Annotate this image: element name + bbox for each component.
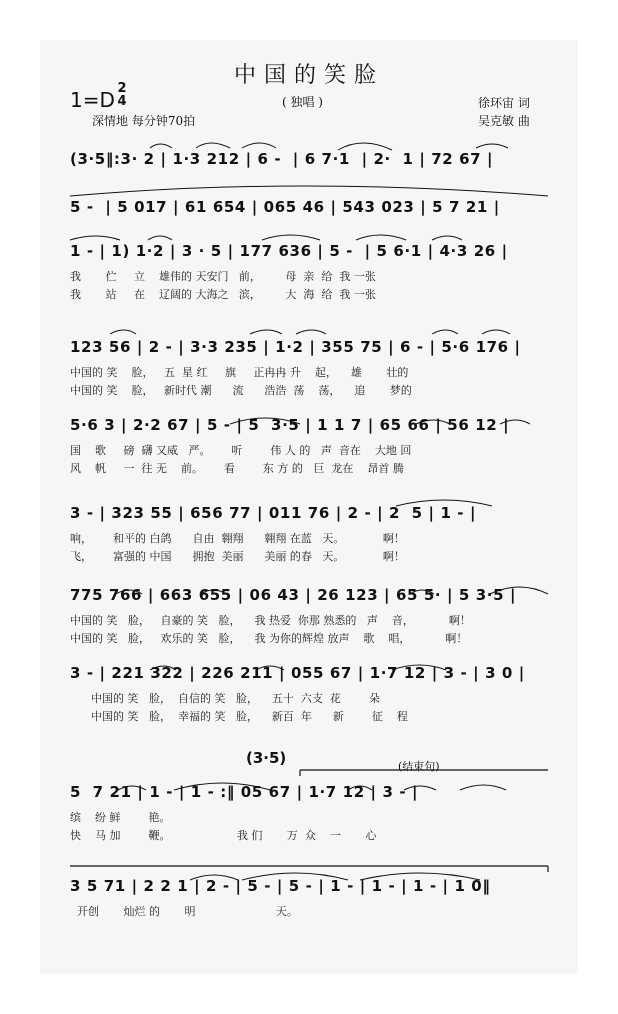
- lyric-text: 中国的 笑 脸， 五 星 红 旗 正冉冉 升 起， 雄 壮的: [70, 366, 409, 379]
- notation-row-1: [70, 150, 550, 172]
- lyric-row-6-2: [70, 548, 550, 564]
- time-signature-bottom: 4: [117, 94, 127, 109]
- lyric-text: 缤 纷 鲜 艳。: [70, 811, 171, 824]
- lyric-row-9-1: [70, 809, 550, 825]
- notation-text: 3 - | 221 322 | 226 211 | 055 67 | 1·7 12 | 3 - | 3 0 |: [70, 664, 525, 682]
- lyric-text: 快 马 加 鞭。 我 们 万 众 一 心: [70, 829, 377, 842]
- notation-row-4: [70, 338, 550, 360]
- notation-row-6: [70, 504, 550, 526]
- lyric-text: 风 帆 一 往 无 前。 看 东 方 的 巨 龙在 昂首 腾: [70, 462, 404, 475]
- lyric-text: 中国的 笑 脸， 欢乐的 笑 脸， 我 为你的辉煌 放声 歌 唱， 啊！: [70, 632, 468, 645]
- performance-type: ( 独唱 ): [282, 95, 323, 109]
- notation-text: 775 766 | 663 655 | 06 43 | 26 123 | 65 5· | 5 3·5 |: [70, 586, 517, 604]
- lyric-text: 我 站 在 辽阔的 大海之 滨， 大 海 给 我 一张: [70, 288, 376, 301]
- lyricist-credit: 徐环宙 词: [478, 96, 530, 110]
- lyric-row-3-2: [70, 286, 550, 302]
- lyric-text: 我 伫 立 雄伟的 天安门 前， 母 亲 给 我 一张: [70, 270, 376, 283]
- lyric-text: 响， 和平的 白鸽 自由 翱翔 翱翔 在蓝 天。 啊！: [70, 532, 405, 545]
- lyric-row-5-1: [70, 442, 550, 458]
- time-signature: [116, 82, 128, 108]
- notation-row-2: [70, 198, 550, 220]
- notation-row-9: [70, 783, 550, 805]
- ending-label: (结束句): [398, 760, 440, 773]
- lyric-row-3-1: [70, 268, 550, 284]
- notation-text: 5·6 3 | 2·2 67 | 5 - | 5 3·5 | 1 1 7 | 65 66 | 56 12 |: [70, 416, 510, 434]
- lyric-text: 中国的 笑 脸， 幸福的 笑 脸， 新百 年 新 征 程: [70, 710, 408, 723]
- notation-text: 5 - | 5 017 | 61 654 | 065 46 | 543 023 | 5 7 21 |: [70, 198, 500, 216]
- tempo-marking: 深情地 每分钟70拍: [92, 114, 196, 128]
- notation-text: 3 - | 323 55 | 656 77 | 011 76 | 2 - | 2 5 | 1 - |: [70, 504, 477, 522]
- notation-text: 3 5 71 | 2 2 1 | 2 - | 5 - | 5 - | 1 - | 1 - | 1 - | 1 0‖: [70, 877, 491, 895]
- lyric-row-4-1: [70, 364, 550, 380]
- lyric-text: 国 歌 磅 礴 又威 严。 听 伟 人 的 声 音在 大地 回: [70, 444, 412, 457]
- notation-text: 123 56 | 2 - | 3·3 235 | 1·2 | 355 75 | 6 - | 5·6 176 |: [70, 338, 521, 356]
- lyric-row-4-2: [70, 382, 550, 398]
- song-title: 中国的笑脸: [233, 63, 384, 88]
- ending-volta-prefix: (3·5): [246, 749, 287, 767]
- lyric-row-10-1: [70, 903, 550, 919]
- notation-row-8: [70, 664, 550, 686]
- notation-row-3: [70, 242, 550, 264]
- lyric-row-9-2: [70, 827, 550, 843]
- lyric-row-6-1: [70, 530, 550, 546]
- notation-text: (3·5‖:3· 2 | 1·3 212 | 6 - | 6 7·1 | 2· 1 | 72 67 |: [70, 150, 494, 168]
- lyric-row-7-1: [70, 612, 550, 628]
- notation-row-7: [70, 586, 550, 608]
- lyric-text: 开创 灿烂 的 明 天。: [70, 905, 298, 918]
- notation-row-10: [70, 877, 550, 899]
- lyric-text: 中国的 笑 脸， 自信的 笑 脸， 五十 六支 花 朵: [70, 692, 380, 705]
- key-signature: 1=D: [70, 88, 115, 112]
- notation-row-5: [70, 416, 550, 438]
- lyric-text: 中国的 笑 脸， 自豪的 笑 脸， 我 热爱 你那 熟悉的 声 音， 啊！: [70, 614, 471, 627]
- time-signature-top: 2: [117, 81, 127, 96]
- notation-text: 1 - | 1) 1·2 | 3 · 5 | 177 636 | 5 - | 5 6·1 | 4·3 26 |: [70, 242, 508, 260]
- lyric-row-5-2: [70, 460, 550, 476]
- lyric-row-7-2: [70, 630, 550, 646]
- lyric-row-8-2: [70, 708, 550, 724]
- composer-credit: 吴克敏 曲: [478, 114, 530, 128]
- notation-text: 5 7 21 | 1 - | 1 - :‖ 05 67 | 1·7 12 | 3 - |: [70, 783, 419, 801]
- lyric-row-8-1: [70, 690, 550, 706]
- lyric-text: 飞， 富强的 中国 拥抱 美丽 美丽 的春 天。 啊！: [70, 550, 405, 563]
- lyric-text: 中国的 笑 脸， 新时代 潮 流 浩浩 荡 荡， 追 梦的: [70, 384, 412, 397]
